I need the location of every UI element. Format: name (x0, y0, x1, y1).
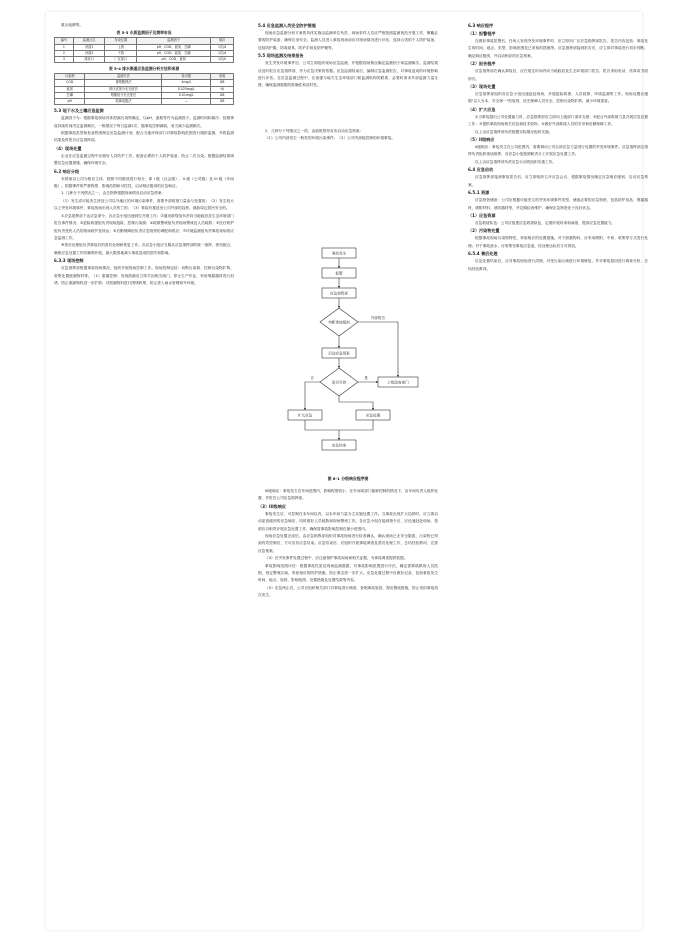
column-1 (54, 22, 234, 287)
paragraph: ①应急指挥部下达应急命令，各应急小组迅速到位开展工作；②通讯联络组负责向当地政府及生态环境部门报告事件情况；③抢险救援组负责现场抢险，控制污染源；④疏散警戒组负责现场警戒及人员疏散；⑤医疗救护组负责受伤人员的现场救护及转运；⑥后勤保障组负责应急物资的调配和供应；⑦环境监测组负责事故现场的应急监测工作。 (54, 213, 234, 240)
table-cell: 3 (55, 57, 74, 63)
paragraph: 本预案以公司为相应主体，按照不同级别进行划分，即 I 级（社会级）、II 级（公司级）及 III 级（车间级）。根据事件的严重程度、影响范围和可控性，启动相应级别的应急响应。 (54, 176, 234, 189)
table-cell: HJ (211, 86, 234, 92)
table-cell: 钼酸铵分光光度法 (85, 92, 162, 98)
paragraph: 应急指挥部根据事故现场情况，组织开展现场控制工作。现场控制包括：切断污染源、控制污染物扩散、收集处置泄漏物料等。（1）泄漏控制：发现泄漏后立即关闭相关阀门，停止生产作业，采用堵漏器材进行封堵，防止泄漏物料进一步扩散；对泄漏物料进行围堵收集，防止进入雨水管网和外环境。 (54, 266, 234, 285)
column-3 (468, 22, 648, 273)
paragraph: 事故发生后，可控制在本车间以内，以本车间力量为主实施处置工作。当事故出现扩大趋势时，应立即启动更高级别的应急响应，同时做好人员疏散和现场警戒工作。各应急小组在接到指令后，应迅速赶赴现场，按照各自职责开展应急处置工作，确保将事故影响控制在最小范围内。 (258, 511, 438, 531)
table-cell: 总磷 (55, 92, 85, 98)
sub-heading: （2）报告程序 (468, 61, 496, 67)
table-header-cell: 布设位置 (105, 38, 137, 44)
figure-caption: 图 6-1 分级响应程序图 (327, 476, 369, 481)
table-cell: 1次/h (211, 57, 234, 63)
section-heading: 6.4 应急启动 (468, 167, 494, 173)
table-cell: 排放口 (73, 57, 105, 63)
table-header-cell: 监测因子 (137, 38, 211, 44)
response-flowchart (274, 244, 426, 476)
paragraph: ①当事故超出公司处置能力时，应急指挥部应立即向上级部门请求支援；②配合外部救援力量开展应急处置工作；③提供事故现场相关信息和技术资料；④做好外部救援人员的引导和后勤保障工作。 (468, 114, 648, 127)
table-cell: pH、COD、氨氮、总磷 (137, 50, 211, 56)
section-heading: （3）III级响应 (258, 503, 286, 509)
table-cell: 河道2 (73, 50, 105, 56)
flow-label: 报警 (335, 271, 343, 276)
table-cell: — (162, 99, 211, 105)
paragraph: 应急指挥部接到事故报告后，应立即组织召开应急会议，根据事故情况确定应急响应级别，启动应急预案。 (468, 175, 648, 187)
table-cell: 氨氮 (55, 86, 85, 92)
paragraph: ⑧善后处理组负责事故后的善后处理和恢复工作。各应急小组应当服从应急指挥部的统一指挥，密切配合，确保应急处置工作的顺利开展，最大限度地减少事故造成的损失和影响。 (54, 243, 234, 255)
table-cell: 纳氏试剂分光光度法 (85, 86, 162, 92)
paragraph: （4）在突发事件处置过程中，应注意保护事故现场和相关证据，为事故调查提供依据。 (265, 556, 408, 561)
flow-label: 启动应急预案 (328, 351, 350, 356)
table-header-cell: 监测方法 (85, 74, 162, 80)
paragraph: 根据事故类型和危害程度制定应急监测计划，配合当地环保部门对事故影响范围进行跟踪监测，并将监测结果及时报告应急指挥部。 (54, 131, 234, 143)
paragraph: 发生突发环境事件后，公司立即组织现场应急监测，并根据现场情况确定监测因子和监测频次。监测结果应及时报告应急指挥部，作为应急决策的依据。应急监测结束后，编制应急监测报告，对事故造成的环境影响进行评估。在应急监测过程中，应加强与地方生态环境部门和监测机构的联系，必要时请求外部监测力量支援，确保监测数据的准确性和及时性。 (258, 61, 438, 88)
table-header-cell: 编号 (55, 38, 74, 44)
flow-edge-label: 外部报告 (370, 316, 386, 320)
flow-edge-label: 否 (310, 376, 314, 380)
flow-label: 应急结束 (331, 443, 347, 448)
paragraph: 根据事故现场污染物特性，采取相应的处置措施。对于泄漏物料，应采用吸附、中和、收集等方式进行处理；对于事故废水，应收集至事故应急池，经处理达标后方可排放。 (468, 236, 648, 248)
paragraph: 以上由应急指挥部负责根据实际情况组织实施。 (475, 129, 553, 134)
sub-heading: （1）应急资源 (468, 212, 496, 218)
paragraph: 现场应急监测分析方案的具体实施由监测单位负责，现场采样人员应严格按照监测规范开展工作，佩戴必要的防护装备，确保自身安全。监测人员进入事故现场前应对现场情况进行评估，选择合适的个人防护装备，包括防护服、防毒面具、防护手套及防护靴等。 (258, 31, 438, 50)
paragraph: 2．几种分下列情况之一的，由值班领导宣布启动应急预案： (265, 128, 364, 133)
paragraph: 应急指挥部在确认事故后，应在规定时间内向当地政府及生态环境部门报告，报告采取电话、传真或书面形式。 (468, 69, 648, 81)
flow-edge-label: 是 (364, 376, 368, 380)
table-header-cell: 监测点位 (73, 38, 105, 44)
table-cell: 河道1 (73, 44, 105, 50)
sub-heading: （3）现场处置 (468, 84, 496, 90)
table-row (55, 99, 234, 105)
section-heading: 6.3 响应程序 (468, 23, 494, 28)
paragraph: 应急物资储备：公司应根据可能发生的突发环境事件类型，储备必要的应急物资，包括防护用品、堵漏器材、吸附材料、消防器材等，并定期检查维护，确保应急物资处于良好状态。 (468, 198, 648, 210)
section-heading: 6.5.4 善后处理 (468, 251, 498, 257)
table-caption: 表 5-4 排水渠道应急监测分析方法和来源 (108, 66, 180, 72)
column-2-top (258, 22, 438, 143)
table-cell: GB (211, 99, 234, 105)
section-heading: 6.2 响应分级 (54, 168, 80, 174)
document-page (46, 12, 648, 930)
paragraph: 以上由应急指挥部负责应急行动的组织实施工作。 (475, 159, 557, 164)
method-table (54, 73, 234, 105)
table-row (55, 57, 234, 63)
table-cell: 0.025mg/L (162, 86, 211, 92)
table-cell: COD (55, 80, 85, 86)
paragraph: 现场应急处置完成后，由应急指挥部组织对事故现场进行检查确认，确认现场已无安全隐患、污染物已得到有效控制后，方可宣布应急结束。应急结束后，应组织开展事故调查及善后处理工作，总结经验教训，完善应急预案。 (258, 534, 438, 553)
table-caption: 表 5-3 水质监测因子及频率布设 (116, 30, 172, 36)
monitoring-table (54, 37, 234, 63)
section-heading: 5.4 应急监测人员安全防护措施 (258, 23, 316, 28)
flow-label: 判断事故级别 (328, 320, 350, 325)
table-header-cell: 污染物 (55, 74, 85, 80)
table-cell: 重铬酸钾法 (85, 80, 162, 86)
table-cell: 2 (55, 50, 74, 56)
paragraph: II级响应：事故发生在公司范围内，需要调动公司全部应急力量进行处置的突发环境事件。应急指挥部总指挥负责组织现场指挥，各应急小组按照职责分工开展应急处置工作。 (468, 145, 648, 157)
table-cell: 1次/d (211, 50, 234, 56)
table-cell: pH、COD、氨氮 (137, 57, 211, 63)
paragraph: III级响应：事故发生在车间范围内，影响程度较小，在车间或部门能够控制的情况下，由车间负责人组织处置，并报告公司应急指挥部。 (258, 489, 438, 501)
sub-heading: （2）污染物处置 (468, 228, 500, 234)
table-header-cell: 检出限 (162, 74, 211, 80)
table-cell: 4mg/L (162, 80, 211, 86)
section-heading: 5.3 地下水及土壤应急监测 (54, 108, 104, 114)
table-header-cell: 来源 (211, 74, 234, 80)
table-cell: 上游 (105, 44, 137, 50)
paragraph: 重点池塘等。 (61, 23, 84, 27)
sub-heading: （1）报警程序 (468, 31, 496, 36)
paragraph: 监测因子为：根据事故现场具体泄漏污染物确定，以pH、氨氮等作为监测因子。监测时间和频次：按照事故持续时间决定监测频次，一般情况下每日监测1次，随事故控制减弱，适当减少监测频次。 (54, 116, 234, 128)
table-cell: 下游 (105, 50, 137, 56)
paragraph: 企业在应急监测过程中应做好人员防护工作，配备必要的个人防护装备，防止二次污染。根据监测结果调整应急处置措施，确保环境安全。 (54, 153, 234, 166)
table-cell: 厂区排口 (105, 57, 137, 63)
table-cell: 0.01mg/L (162, 92, 211, 98)
flow-label: 扩大应急 (297, 413, 313, 418)
paragraph: 事故影响范围评估：根据事故性质及现场监测数据，对事故影响范围进行评估，确定需要疏散的人员范围，划定警戒区域，采取相应的防护措施，防止事态进一步扩大。应急处置过程中应做好记录，包括事故发生时间、地点、原因、影响范围、处置措施及处置结果等内容。 (258, 563, 438, 583)
table-cell: 1 (55, 44, 74, 50)
table-cell: 1次/d (211, 44, 234, 50)
paragraph: （1）发生或可能发生涉及公司以外地区的环境污染事件，需要外部救援力量参与处置的；（2）发生较大以上突发环境事件，事故现场出现人员伤亡的；（3）事故有蔓延至公司外部的趋势，威胁周边居民安全的。 (54, 198, 234, 211)
sub-heading: （5）II级响应 (468, 137, 495, 143)
section-heading: 5.5 现场监测及结果报告 (258, 53, 304, 59)
flow-label: 上报政府部门 (387, 380, 409, 385)
table-cell: GB (211, 92, 234, 98)
table-cell: 玻璃电极法 (85, 99, 162, 105)
column-2-bottom (258, 488, 438, 600)
paragraph: 应急救援队伍：公司应组建应急救援队伍，定期开展培训和演练，提高应急处置能力。 (475, 220, 616, 225)
flow-label: 应急处置 (365, 413, 381, 418)
section-heading: （4）现场处置 (54, 145, 82, 151)
paragraph: 1. 几种分下列情况之一，由总指挥根据现场情况启动应急预案： (61, 191, 166, 196)
paragraph: （5）应急终止后，公司应组织相关部门对事故进行调查，查明事故原因，提出整改措施，防止类似事故再次发生。 (258, 585, 438, 598)
paragraph: 应急处置结束后，应对事故现场进行清理，对受污染区域进行环境修复，并对事故原因进行调查分析，总结经验教训。 (468, 259, 648, 271)
flow-label: 事故发生 (331, 251, 347, 256)
paragraph: （1）公司内部发生一般性的环境污染事件；（2）公司内部能控制的环境事故。 (265, 136, 396, 141)
sub-heading: （4）扩大应急 (468, 106, 496, 112)
table-cell: pH、COD、氨氮、总磷 (137, 44, 211, 50)
table-cell: GB (211, 80, 234, 86)
flow-label: 应急指挥部 (330, 291, 348, 296)
table-header-cell: 频次 (211, 38, 234, 44)
flow-label: 是否可控 (331, 380, 347, 385)
paragraph: 应急指挥部组织各应急小组迅速赶赴现场，开展抢险救援、人员疏散、环境监测等工作。现场处置应遵循"以人为本、安全第一"的原则，优先保障人员安全，控制污染物扩散，减少环境损害。 (468, 92, 648, 104)
section-heading: 6.3.3 现场控制 (54, 258, 84, 264)
paragraph: 在做好事故报警后，任何人发现突发环境事件时，应立即向厂区应急指挥部报告，报告内容包括：事故发生的时间、地点、类型、影响范围及已采取的措施等。应急指挥部接到报告后，应立即对事故进行初步判断，确定响应级别，并启动相应的应急预案。 (468, 39, 648, 58)
table-cell: pH (55, 99, 85, 105)
section-heading: 6.5.1 资源 (468, 190, 490, 196)
